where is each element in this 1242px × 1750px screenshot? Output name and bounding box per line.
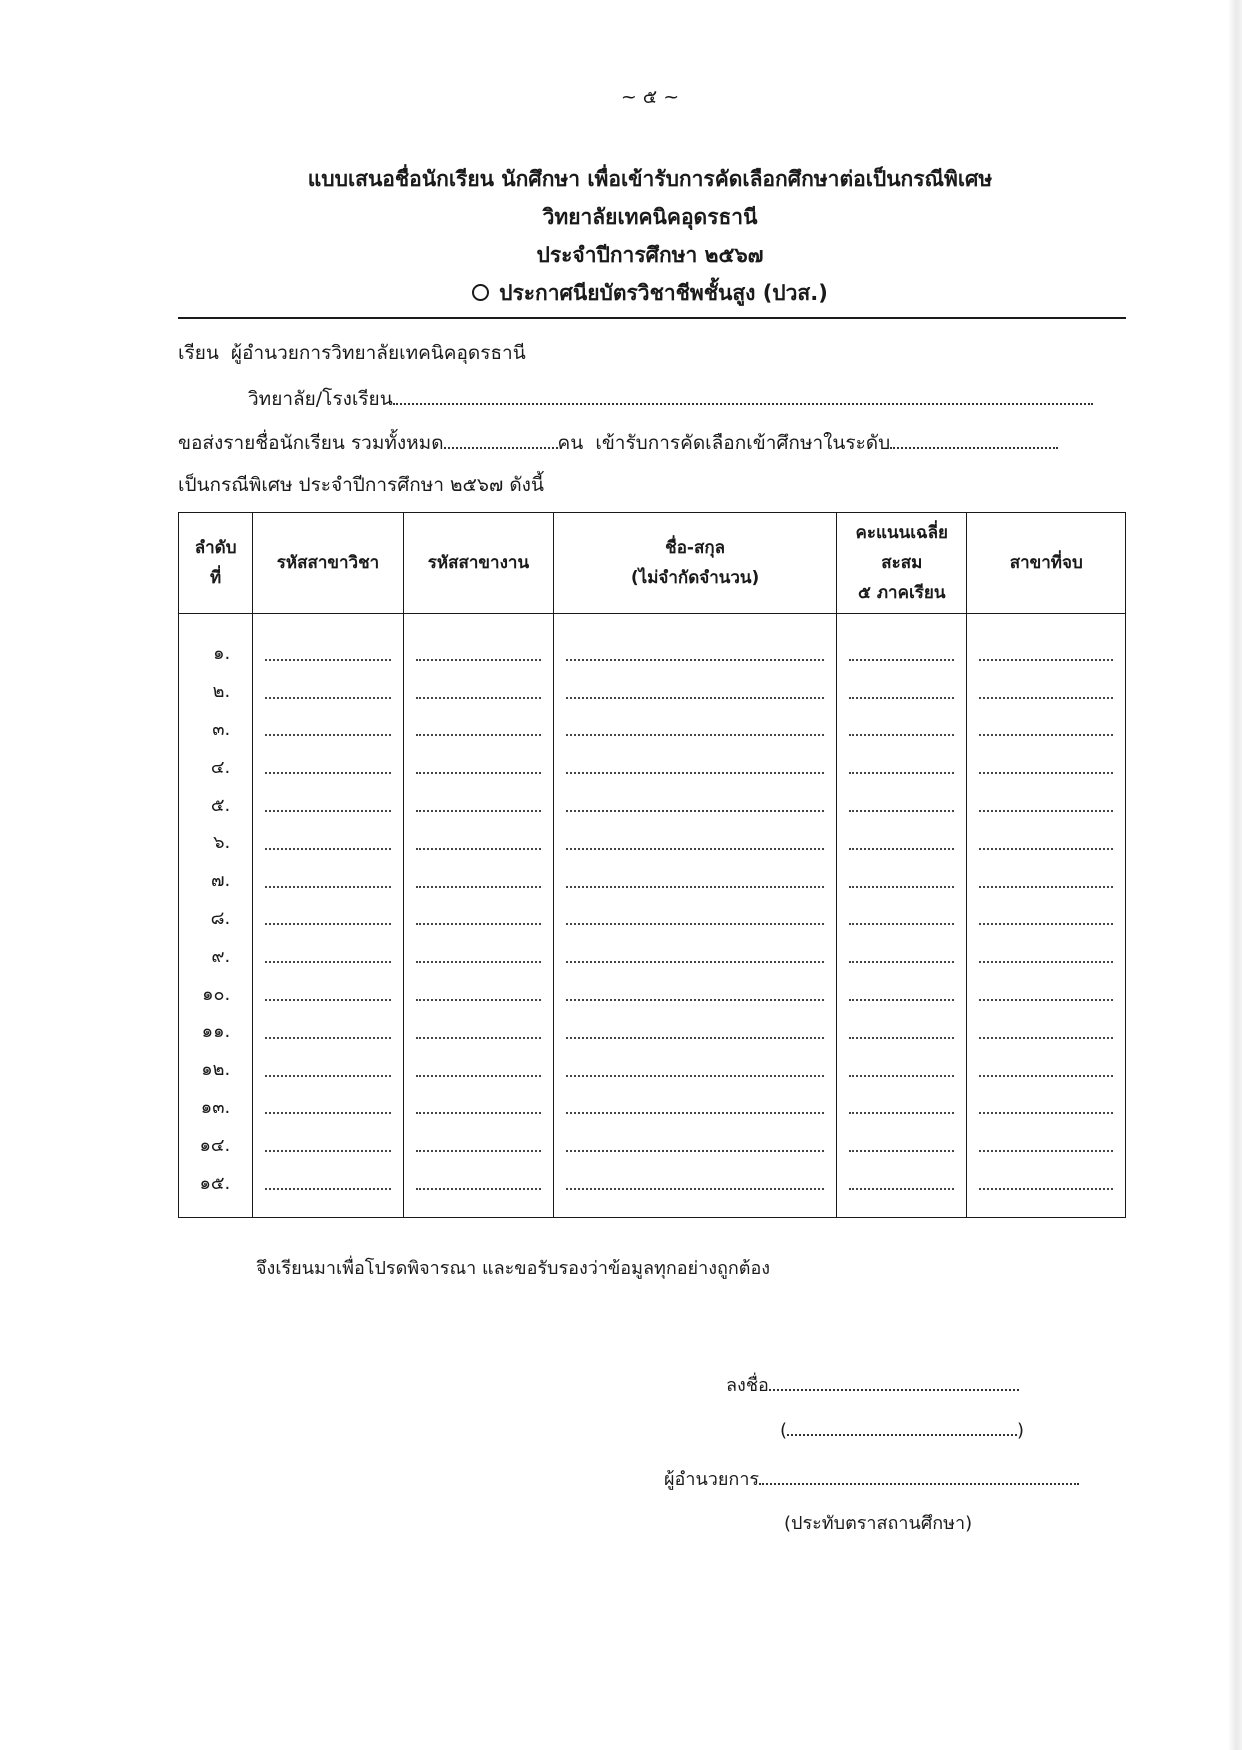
- row-number: ๑.: [213, 643, 231, 665]
- school-field[interactable]: [393, 389, 1093, 405]
- radio-circle-icon[interactable]: [472, 284, 489, 301]
- dotted-fill-line: [416, 1104, 541, 1114]
- table-cell-field[interactable]: [404, 861, 553, 899]
- col-subject-code: [253, 614, 403, 1218]
- dotted-fill-line: [979, 1180, 1113, 1190]
- dotted-fill-line: [979, 1142, 1113, 1152]
- table-cell-field[interactable]: [253, 785, 402, 823]
- dotted-fill-line: [416, 802, 541, 812]
- table-cell-field[interactable]: [404, 1125, 553, 1163]
- dotted-fill-line: [566, 878, 824, 888]
- dotted-fill-line: [849, 726, 954, 736]
- table-cell-field[interactable]: [837, 899, 966, 937]
- dotted-fill-line: [416, 878, 541, 888]
- purpose-line: เป็นกรณีพิเศษ ประจำปีการศึกษา ๒๕๖๗ ดังนี้: [178, 474, 544, 496]
- table-cell-field[interactable]: [253, 710, 402, 748]
- table-cell-field[interactable]: [967, 1050, 1125, 1088]
- name-paren-line: ( ): [780, 1420, 1025, 1441]
- col-work-code: [403, 614, 553, 1218]
- dotted-fill-line: [979, 991, 1113, 1001]
- table-cell-field[interactable]: [837, 1125, 966, 1163]
- table-cell-field[interactable]: [554, 974, 836, 1012]
- table-cell-field[interactable]: [967, 861, 1125, 899]
- dotted-fill-line: [265, 840, 390, 850]
- salutation-recipient: ผู้อำนวยการวิทยาลัยเทคนิคอุดรธานี: [230, 342, 526, 364]
- table-cell-field[interactable]: [554, 785, 836, 823]
- dotted-fill-line: [265, 689, 390, 699]
- dotted-fill-line: [566, 689, 824, 699]
- dotted-fill-line: [979, 1067, 1113, 1077]
- col-graduated: [967, 614, 1126, 1218]
- table-cell-field[interactable]: [253, 747, 402, 785]
- dotted-fill-line: [849, 689, 954, 699]
- table-cell-field[interactable]: [837, 1050, 966, 1088]
- col-name: [554, 614, 837, 1218]
- table-cell-field[interactable]: [404, 634, 553, 672]
- level-field[interactable]: [890, 433, 1058, 449]
- table-cell-field[interactable]: [404, 785, 553, 823]
- director-label: ผู้อำนวยการ: [664, 1469, 760, 1490]
- count-unit: คน: [557, 432, 584, 454]
- dotted-fill-line: [566, 1029, 824, 1039]
- sign-label: ลงชื่อ: [726, 1375, 769, 1396]
- row-number: ๑๕.: [199, 1172, 231, 1194]
- dotted-fill-line: [416, 953, 541, 963]
- dotted-fill-line: [979, 689, 1113, 699]
- dotted-fill-line: [566, 953, 824, 963]
- table-cell-field[interactable]: [967, 936, 1125, 974]
- table-cell-field[interactable]: [554, 634, 836, 672]
- table-cell-field[interactable]: [967, 823, 1125, 861]
- row-number: ๒.: [212, 681, 231, 703]
- table-cell-field[interactable]: [253, 672, 402, 710]
- dotted-fill-line: [265, 1029, 390, 1039]
- submit-label: ขอส่งรายชื่อนักเรียน รวมทั้งหมด: [178, 432, 444, 454]
- col-seq: [179, 614, 253, 1218]
- table-cell-field[interactable]: [554, 861, 836, 899]
- table-cell-field[interactable]: [554, 1088, 836, 1126]
- dotted-fill-line: [265, 1142, 390, 1152]
- salutation-label: เรียน: [178, 342, 219, 364]
- row-number: ๗.: [210, 870, 231, 892]
- table-cell-field[interactable]: [967, 785, 1125, 823]
- table-cell-field[interactable]: [554, 1163, 836, 1201]
- dotted-fill-line: [566, 802, 824, 812]
- header-work-code: รหัสสาขางาน: [403, 513, 553, 614]
- table-cell-field[interactable]: [253, 1163, 402, 1201]
- table-cell-field[interactable]: [837, 710, 966, 748]
- table-cell-field[interactable]: [253, 936, 402, 974]
- dotted-fill-line: [849, 1104, 954, 1114]
- row-number: ๓.: [212, 718, 231, 740]
- table-cell-field[interactable]: [404, 710, 553, 748]
- table-cell-field[interactable]: [404, 747, 553, 785]
- table-cell-field[interactable]: [253, 861, 402, 899]
- dotted-fill-line: [265, 651, 390, 661]
- table-cell-field[interactable]: [253, 1088, 402, 1126]
- table-cell-field[interactable]: [554, 747, 836, 785]
- dotted-fill-line: [566, 991, 824, 1001]
- dotted-fill-line: [849, 651, 954, 661]
- salutation-line: [178, 338, 1128, 368]
- row-number: ๘.: [210, 907, 231, 929]
- table-cell-field[interactable]: [404, 823, 553, 861]
- dotted-fill-line: [979, 840, 1113, 850]
- page-number: ~ ๕ ~: [620, 86, 680, 108]
- dotted-fill-line: [979, 651, 1113, 661]
- table-cell-field[interactable]: [837, 672, 966, 710]
- table-cell-field[interactable]: [404, 899, 553, 937]
- closing-statement: จึงเรียนมาเพื่อโปรดพิจารณา และขอรับรองว่าข้อมูลทุกอย่างถูกต้อง: [256, 1258, 771, 1279]
- program-label: ประกาศนียบัตรวิชาชีพชั้นสูง (ปวส.): [499, 281, 828, 305]
- header-gpa: คะแนนเฉลี่ย สะสม ๕ ภาคเรียน: [837, 513, 967, 614]
- divider: [178, 317, 1126, 319]
- dotted-fill-line: [416, 1142, 541, 1152]
- dotted-fill-line: [416, 651, 541, 661]
- stamp-note: (ประทับตราสถานศึกษา): [784, 1513, 973, 1534]
- table-cell-field[interactable]: [253, 899, 402, 937]
- table-cell-field[interactable]: [967, 634, 1125, 672]
- table-cell-field[interactable]: [837, 861, 966, 899]
- table-cell-field[interactable]: [967, 747, 1125, 785]
- dotted-fill-line: [979, 1104, 1113, 1114]
- dotted-fill-line: [566, 915, 824, 925]
- table-cell-field[interactable]: [837, 1088, 966, 1126]
- table-cell-field[interactable]: [837, 823, 966, 861]
- dotted-fill-line: [416, 840, 541, 850]
- dotted-fill-line: [849, 1180, 954, 1190]
- form-title-block: [0, 160, 1242, 312]
- dotted-fill-line: [849, 1029, 954, 1039]
- printed-name-field[interactable]: [787, 1420, 1017, 1436]
- table-cell-field[interactable]: [554, 710, 836, 748]
- table-cell-field[interactable]: [554, 672, 836, 710]
- dotted-fill-line: [849, 915, 954, 925]
- table-cell-field[interactable]: [967, 1088, 1125, 1126]
- dotted-fill-line: [849, 991, 954, 1001]
- school-line: [248, 384, 1128, 414]
- dotted-fill-line: [566, 840, 824, 850]
- table-cell-field[interactable]: [554, 936, 836, 974]
- table-cell-field[interactable]: [404, 1012, 553, 1050]
- dotted-fill-line: [265, 1067, 390, 1077]
- header-seq: ลำดับ ที่: [179, 513, 253, 614]
- submit-line: [178, 428, 1128, 458]
- table-cell-field[interactable]: [967, 1163, 1125, 1201]
- table-cell-field[interactable]: [253, 1012, 402, 1050]
- row-number: ๑๐.: [202, 983, 231, 1005]
- dotted-fill-line: [849, 840, 954, 850]
- table-cell-field[interactable]: [837, 634, 966, 672]
- dotted-fill-line: [849, 953, 954, 963]
- row-number: ๑๔.: [199, 1134, 231, 1156]
- dotted-fill-line: [265, 1180, 390, 1190]
- dotted-fill-line: [416, 726, 541, 736]
- dotted-fill-line: [416, 915, 541, 925]
- dotted-fill-line: [416, 764, 541, 774]
- dotted-fill-line: [265, 764, 390, 774]
- table-cell-field[interactable]: [404, 974, 553, 1012]
- row-number: ๙.: [211, 945, 231, 967]
- table-cell-field[interactable]: [837, 1163, 966, 1201]
- col-gpa: [837, 614, 967, 1218]
- director-field[interactable]: [759, 1469, 1079, 1485]
- form-title: แบบเสนอชื่อนักเรียน นักศึกษา เพื่อเข้ารับการคัดเลือกศึกษาต่อเป็นกรณีพิเศษ: [307, 167, 993, 191]
- table-cell-field[interactable]: [253, 1125, 402, 1163]
- dotted-fill-line: [849, 802, 954, 812]
- dotted-fill-line: [416, 991, 541, 1001]
- dotted-fill-line: [979, 953, 1113, 963]
- table-cell-field[interactable]: [554, 1125, 836, 1163]
- table-cell-field[interactable]: [404, 1088, 553, 1126]
- table-cell-field[interactable]: [837, 785, 966, 823]
- table-cell-field[interactable]: [837, 1012, 966, 1050]
- table-cell-field[interactable]: [554, 899, 836, 937]
- table-cell-field[interactable]: [253, 974, 402, 1012]
- dotted-fill-line: [416, 1067, 541, 1077]
- dotted-fill-line: [566, 1180, 824, 1190]
- program-option[interactable]: [0, 274, 1242, 312]
- dotted-fill-line: [265, 953, 390, 963]
- table-cell-field[interactable]: [404, 1163, 553, 1201]
- dotted-fill-line: [566, 1104, 824, 1114]
- dotted-fill-line: [849, 1067, 954, 1077]
- table-body: [179, 614, 1126, 1218]
- dotted-fill-line: [566, 1067, 824, 1077]
- row-number: ๔.: [210, 756, 231, 778]
- dotted-fill-line: [265, 915, 390, 925]
- dotted-fill-line: [566, 764, 824, 774]
- dotted-fill-line: [979, 802, 1113, 812]
- dotted-fill-line: [416, 689, 541, 699]
- dotted-fill-line: [849, 1142, 954, 1152]
- row-number: ๖.: [213, 832, 231, 854]
- table-cell-field[interactable]: [967, 974, 1125, 1012]
- dotted-fill-line: [265, 726, 390, 736]
- table-cell-field[interactable]: [967, 672, 1125, 710]
- dotted-fill-line: [979, 764, 1113, 774]
- table-cell-field[interactable]: [404, 936, 553, 974]
- header-subject-code: รหัสสาขาวิชา: [253, 513, 403, 614]
- table-cell-field[interactable]: [967, 710, 1125, 748]
- sign-line: [726, 1370, 1019, 1399]
- school-label: วิทยาลัย/โรงเรียน: [248, 388, 393, 410]
- row-number: ๑๓.: [200, 1096, 231, 1118]
- dotted-fill-line: [979, 915, 1113, 925]
- table-cell-field[interactable]: [554, 1012, 836, 1050]
- table-header-row: [179, 513, 1126, 614]
- academic-year: ประจำปีการศึกษา ๒๕๖๗: [536, 243, 764, 267]
- table-cell-field[interactable]: [837, 747, 966, 785]
- dotted-fill-line: [265, 991, 390, 1001]
- signature-field[interactable]: [769, 1375, 1019, 1391]
- college-name: วิทยาลัยเทคนิคอุดรธานี: [542, 205, 758, 229]
- row-number: ๑๑.: [201, 1021, 231, 1043]
- dotted-fill-line: [416, 1180, 541, 1190]
- header-graduated: สาขาที่จบ: [967, 513, 1126, 614]
- table-cell-field[interactable]: [967, 899, 1125, 937]
- student-table: [178, 512, 1126, 1218]
- dotted-fill-line: [849, 878, 954, 888]
- table-cell-field[interactable]: [404, 672, 553, 710]
- dotted-fill-line: [566, 651, 824, 661]
- table-cell-field[interactable]: [837, 936, 966, 974]
- table-cell-field[interactable]: [554, 823, 836, 861]
- student-count-field[interactable]: [444, 433, 558, 449]
- header-name: ชื่อ-สกุล (ไม่จำกัดจำนวน): [554, 513, 837, 614]
- dotted-fill-line: [979, 1029, 1113, 1039]
- table-cell-field[interactable]: [837, 974, 966, 1012]
- row-number: ๑๒.: [201, 1059, 231, 1081]
- level-label: เข้ารับการคัดเลือกเข้าศึกษาในระดับ: [595, 432, 891, 454]
- table-cell-field[interactable]: [253, 634, 402, 672]
- row-number: ๕.: [210, 794, 231, 816]
- table-cell-field[interactable]: [253, 1050, 402, 1088]
- table-cell-field[interactable]: [967, 1125, 1125, 1163]
- dotted-fill-line: [265, 802, 390, 812]
- table-cell-field[interactable]: [404, 1050, 553, 1088]
- dotted-fill-line: [566, 1142, 824, 1152]
- table-cell-field[interactable]: [253, 823, 402, 861]
- dotted-fill-line: [416, 1029, 541, 1039]
- dotted-fill-line: [265, 878, 390, 888]
- table-cell-field[interactable]: [967, 1012, 1125, 1050]
- dotted-fill-line: [566, 726, 824, 736]
- table-cell-field[interactable]: [554, 1050, 836, 1088]
- dotted-fill-line: [979, 726, 1113, 736]
- dotted-fill-line: [849, 764, 954, 774]
- dotted-fill-line: [979, 878, 1113, 888]
- director-line: [664, 1464, 1079, 1493]
- dotted-fill-line: [265, 1104, 390, 1114]
